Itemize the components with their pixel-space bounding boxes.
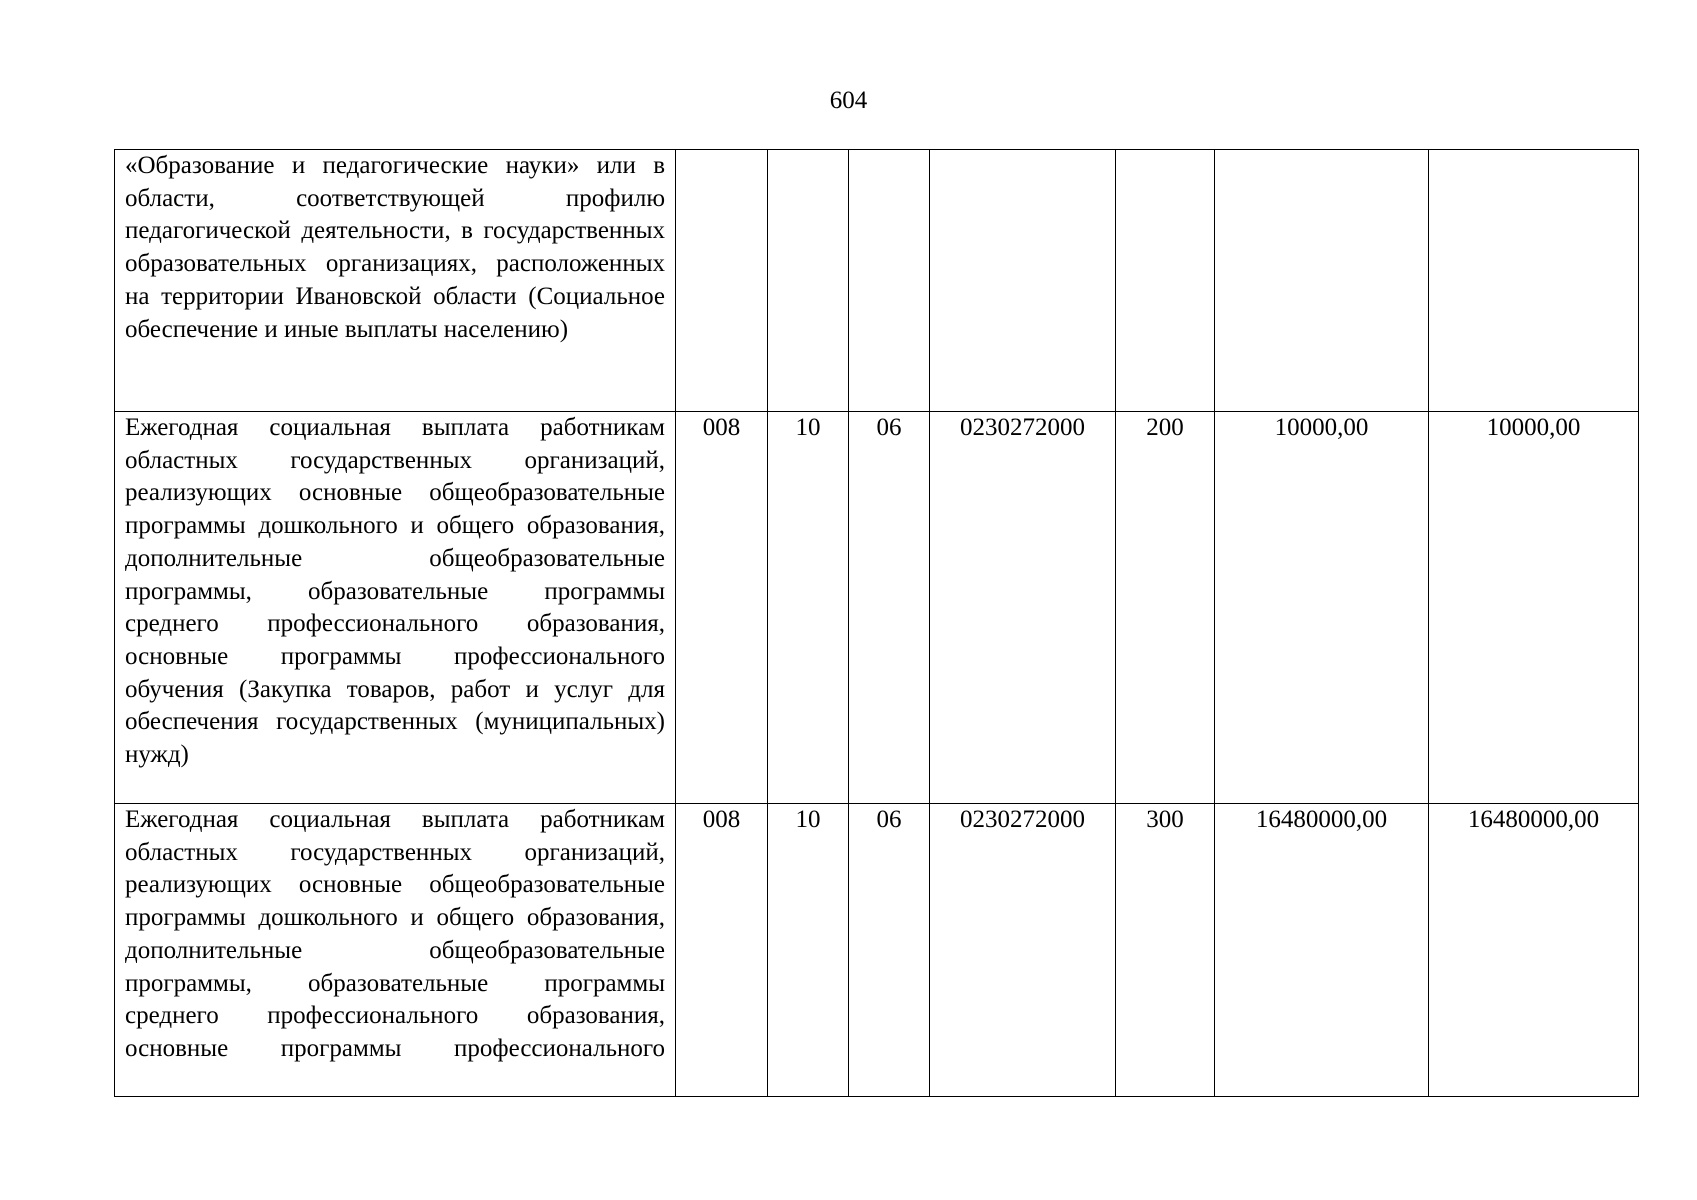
row-description: Ежегодная социальная выплата работникам областных государственных организаций, реализующих основные общеобразовательные программы дошкольного и общего образования, дополнительные общеобразовательные программы, образовательные программы среднего профессионального образования, основные программы профессионального: [115, 804, 676, 1097]
row-description: Ежегодная социальная выплата работникам областных государственных организаций, реализующих основные общеобразовательные программы дошкольного и общего образования, дополнительные общеобразовательные программы, образовательные программы среднего профессионального образования, основные программы профессионального обучения (Закупка товаров, работ и услуг для обеспечения государственных (муниципальных) нужд): [115, 412, 676, 804]
page-number: 604: [829, 87, 868, 114]
row-amount-2: 10000,00: [1429, 412, 1639, 804]
row-rz-code: 10: [768, 804, 849, 1097]
row-csr-code: 0230272000: [930, 412, 1116, 804]
row-amount-1: 10000,00: [1215, 412, 1429, 804]
table-row: [115, 150, 1639, 412]
row-rz-code: 10: [768, 412, 849, 804]
table-row: [115, 804, 1639, 1097]
row-vr-code: 200: [1116, 412, 1215, 804]
row-pr-code: [849, 150, 930, 412]
row-description: «Образование и педагогические науки» или в области, соответствующей профилю педагогической деятельности, в государственных образовательных организациях, расположенных на территории Ивановской области (Социальное обеспечение и иные выплаты населению): [115, 150, 676, 412]
row-amount-2: [1429, 150, 1639, 412]
row-gr-code: [676, 150, 768, 412]
row-rz-code: [768, 150, 849, 412]
row-vr-code: [1116, 150, 1215, 412]
row-amount-2: 16480000,00: [1429, 804, 1639, 1097]
row-gr-code: 008: [676, 804, 768, 1097]
row-amount-1: 16480000,00: [1215, 804, 1429, 1097]
row-vr-code: 300: [1116, 804, 1215, 1097]
row-pr-code: 06: [849, 412, 930, 804]
row-csr-code: 0230272000: [930, 804, 1116, 1097]
row-pr-code: 06: [849, 804, 930, 1097]
row-gr-code: 008: [676, 412, 768, 804]
budget-table: [114, 149, 1639, 1097]
row-csr-code: [930, 150, 1116, 412]
row-amount-1: [1215, 150, 1429, 412]
table-row: [115, 412, 1639, 804]
